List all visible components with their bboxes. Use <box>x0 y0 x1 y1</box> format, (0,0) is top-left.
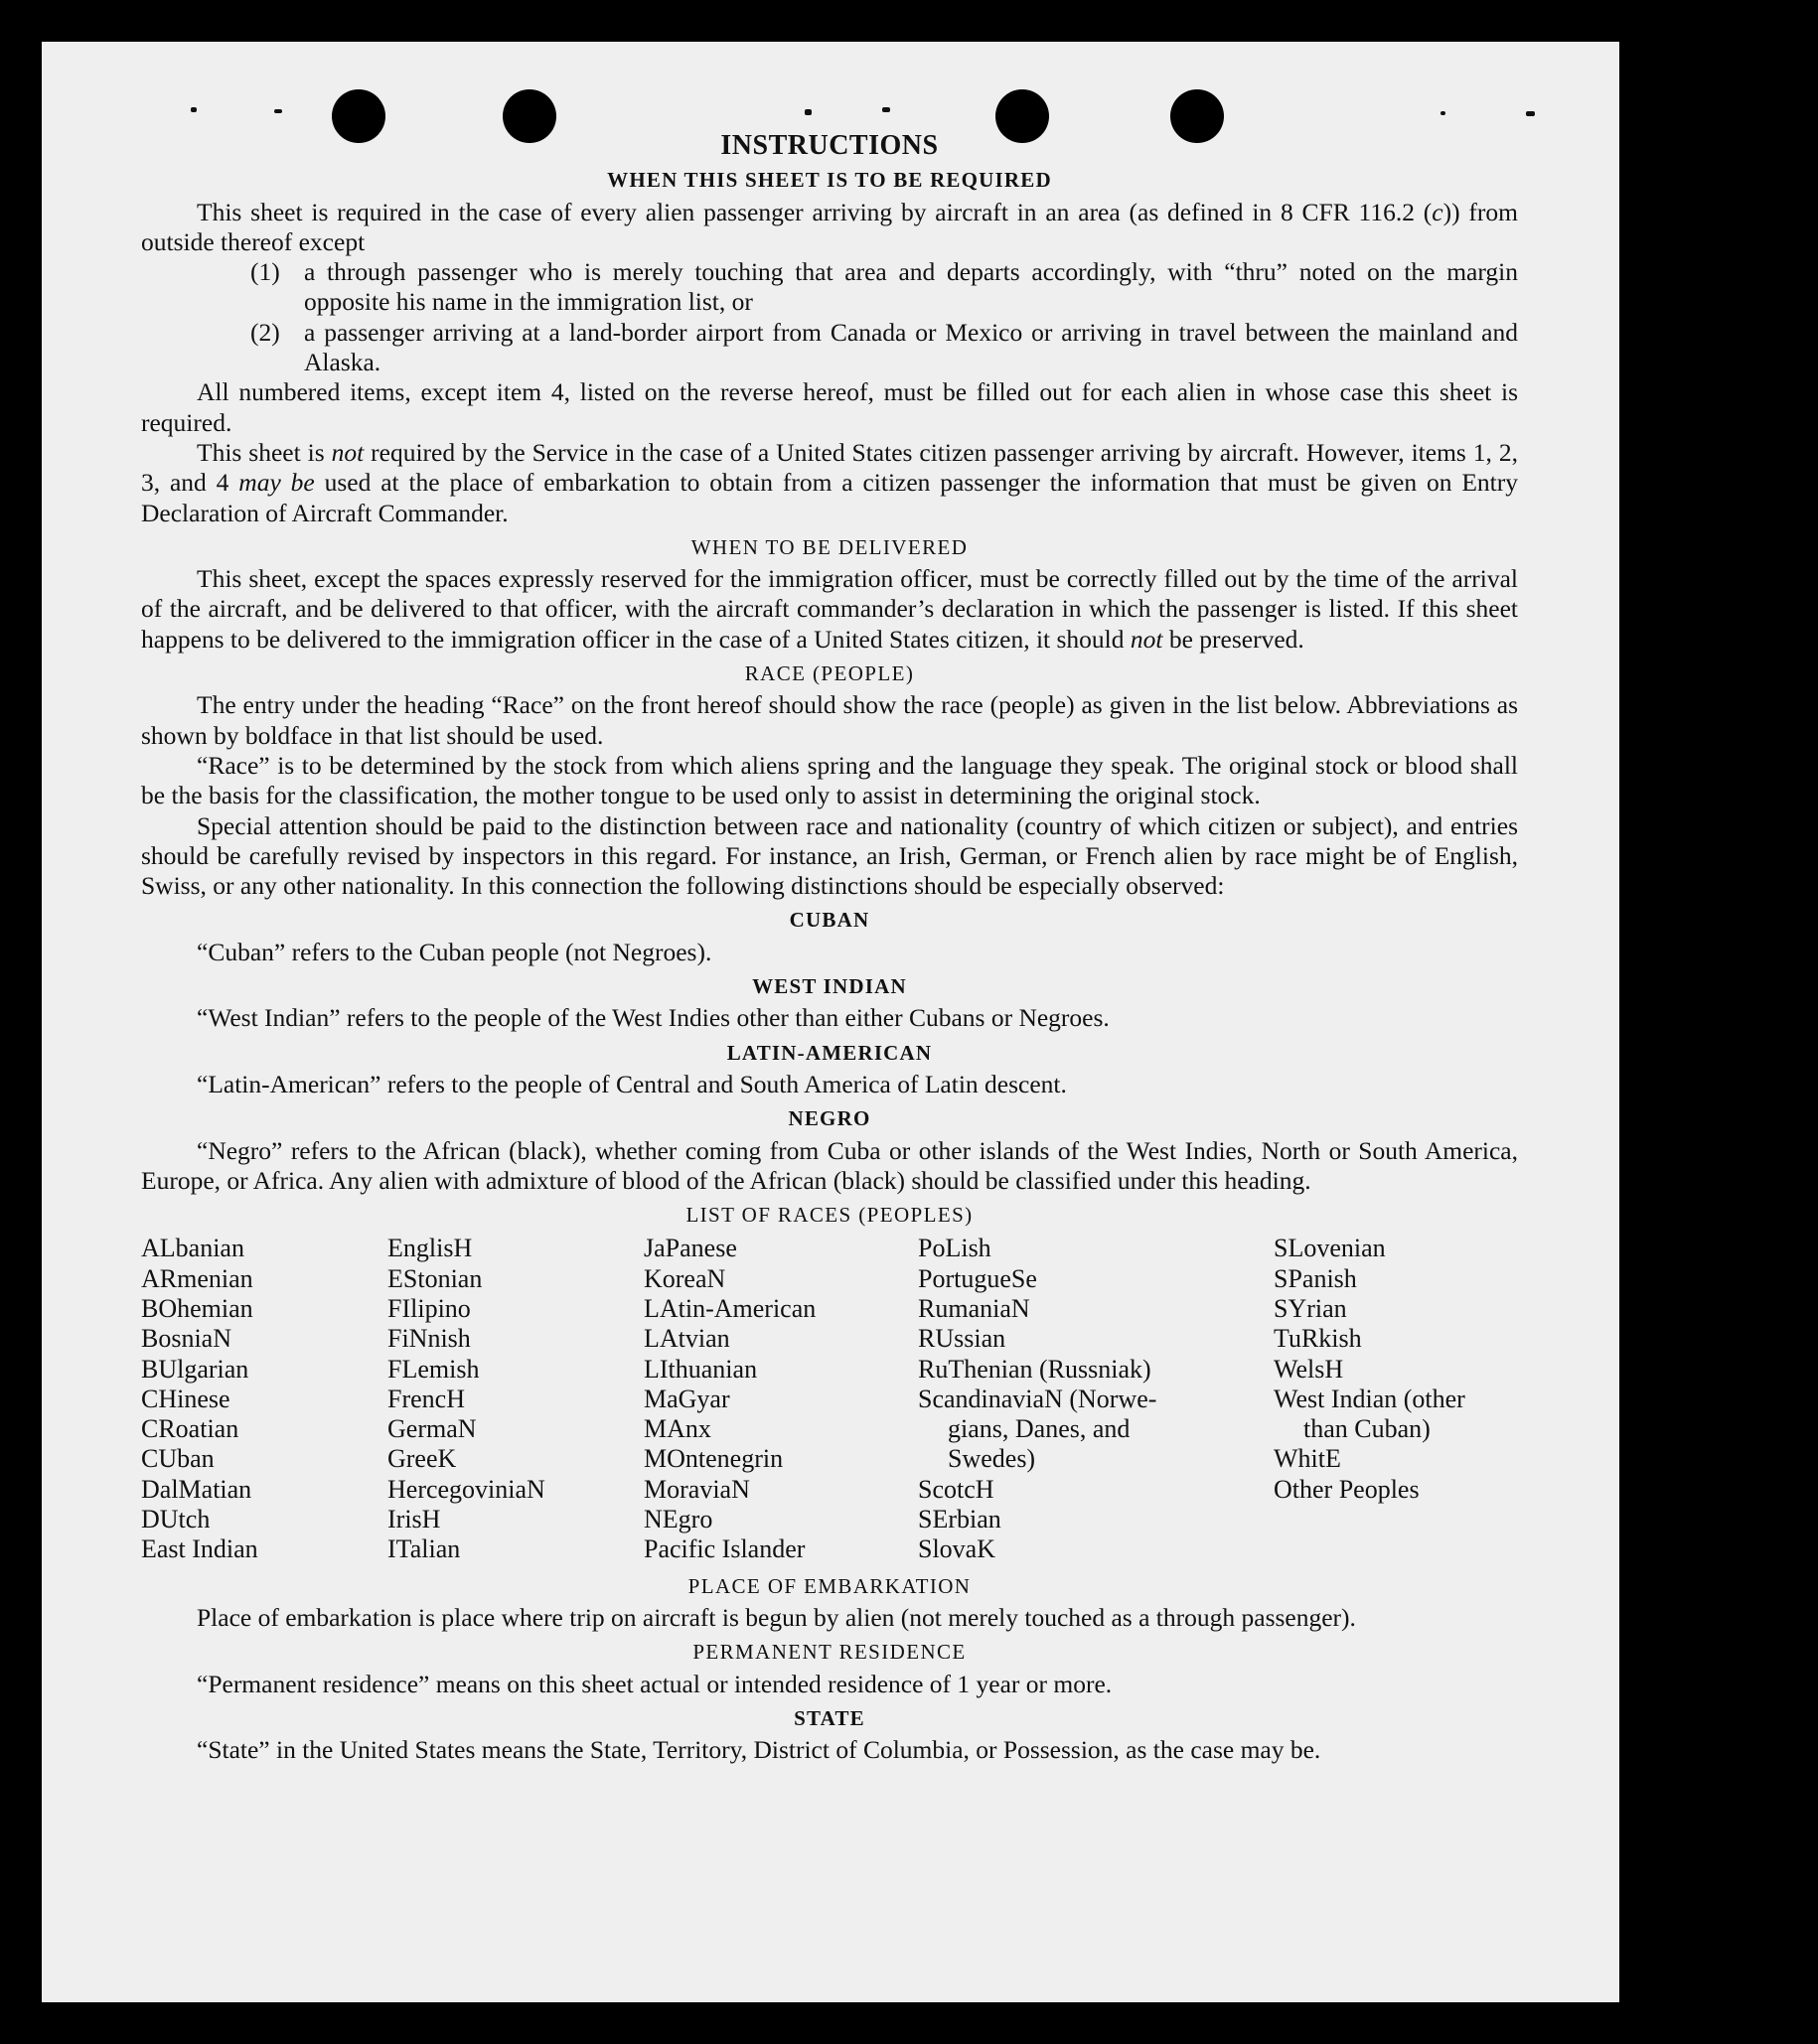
paragraph: “West Indian” refers to the people of the West Indies other than either Cubans or Negroes. <box>197 1003 1110 1033</box>
race-entry: GreeK <box>387 1444 457 1474</box>
race-entry: JaPanese <box>644 1234 737 1263</box>
section-heading: LIST OF RACES (PEOPLES) <box>685 1203 974 1228</box>
list-item <box>141 318 1518 378</box>
race-entry: DUtch <box>141 1505 211 1534</box>
race-entry: LAtvian <box>644 1324 730 1354</box>
italic-text: not <box>331 437 365 467</box>
race-entry: LAtin-American <box>644 1293 817 1323</box>
scan-speck <box>1440 111 1445 115</box>
paragraph: “Latin-American” refers to the people of Central and South America of Latin descent. <box>197 1069 1067 1098</box>
race-entry: ScotcH <box>918 1474 994 1504</box>
race-entry: East Indian <box>141 1534 258 1564</box>
race-entry: CRoatian <box>141 1414 239 1444</box>
item-number: (1) <box>250 257 280 287</box>
race-entry: EStonian <box>387 1263 483 1293</box>
races-column <box>918 1234 1274 1564</box>
race-entry: SErbian <box>918 1505 1001 1534</box>
section-heading: STATE <box>794 1705 865 1730</box>
text-run: This sheet, except the spaces expressly reserved for the immigration officer, must be correctly filled out by the time of the arrival of the aircraft, and be delivered to that officer, with the aircraft commander’s declaration in which the passenger is listed. If this sheet happens to be delivered to the immigration officer in the case of a United States citizen, it should <box>141 564 1518 654</box>
race-entry-continued: Swedes) <box>948 1444 1036 1474</box>
scan-speck <box>1526 111 1535 116</box>
races-column <box>1274 1234 1518 1564</box>
section-heading: PERMANENT RESIDENCE <box>692 1640 967 1665</box>
race-entry: Pacific Islander <box>644 1534 806 1564</box>
race-entry: BosniaN <box>141 1324 231 1354</box>
italic-text: not <box>1130 624 1163 654</box>
race-entry: TuRkish <box>1274 1324 1362 1354</box>
race-entry: FIlipino <box>387 1293 471 1323</box>
race-entry: Other Peoples <box>1274 1474 1420 1504</box>
section-heading: WHEN THIS SHEET IS TO BE REQUIRED <box>607 168 1052 193</box>
item-text: a passenger arriving at a land-border airport from Canada or Mexico or arriving in travel between the mainland and Alaska. <box>304 317 1518 377</box>
race-entry: SLovenian <box>1274 1234 1386 1263</box>
document-sheet <box>42 42 1619 2002</box>
race-entry: HercegoviniaN <box>387 1474 545 1504</box>
paragraph: “Permanent residence” means on this sheet actual or intended residence of 1 year or more. <box>197 1669 1113 1698</box>
scan-speck <box>805 109 812 115</box>
text-run: )) from outside thereof except <box>141 197 1518 256</box>
race-entry: SYrian <box>1274 1293 1347 1323</box>
section-heading: LATIN-AMERICAN <box>726 1040 933 1065</box>
race-entry: WelsH <box>1274 1354 1344 1384</box>
section-heading: WHEN TO BE DELIVERED <box>690 534 969 559</box>
page-title: INSTRUCTIONS <box>720 130 939 161</box>
paragraph: Special attention should be paid to the distinction between race and nationality (country of which citizen or subject), and entries should be carefully revised by inspectors in this regard. For instance, an Irish, German, or French alien by race might be of English, Swiss, or any other nationality. In this connection the following distinctions should be especially observed: <box>141 810 1518 901</box>
paragraph: “Race” is to be determined by the stock from which aliens spring and the language they speak. The original stock or blood shall be the basis for the classification, the mother tongue to be used only to assist in determining the original stock. <box>141 750 1518 810</box>
race-entry: SPanish <box>1274 1263 1357 1293</box>
race-entry: MoraviaN <box>644 1474 750 1504</box>
race-entry: BOhemian <box>141 1293 253 1323</box>
scan-speck <box>191 107 197 112</box>
paragraph <box>141 198 1518 258</box>
race-entry: FrencH <box>387 1384 465 1413</box>
paragraph <box>141 564 1518 655</box>
race-entry: BUlgarian <box>141 1354 249 1384</box>
race-entry: RUssian <box>918 1324 1006 1354</box>
italic-text: may be <box>238 468 315 498</box>
instructions-content <box>141 131 1518 1765</box>
race-entry: RuThenian (Russniak) <box>918 1354 1151 1384</box>
race-entry: SlovaK <box>918 1534 995 1564</box>
race-entry: ScandinaviaN (Norwe- <box>918 1384 1157 1413</box>
italic-text: c <box>1432 197 1443 226</box>
race-entry: West Indian (other <box>1274 1384 1465 1413</box>
race-entry: CHinese <box>141 1384 230 1413</box>
item-text: a through passenger who is merely touching that area and departs accordingly, with “thru” noted on the margin opposite his name in the immigration list, or <box>304 257 1518 317</box>
item-number: (2) <box>250 317 280 347</box>
race-entry: ALbanian <box>141 1234 244 1263</box>
section-heading: PLACE OF EMBARKATION <box>687 1573 972 1598</box>
text-run: This sheet is <box>197 437 332 467</box>
race-entry: IrisH <box>387 1505 441 1534</box>
list-item <box>141 257 1518 318</box>
paragraph: “Negro” refers to the African (black), whether coming from Cuba or other islands of the West Indies, North or South America, Europe, or Africa. Any alien with admixture of blood of the African (black) should be classified under this heading. <box>141 1135 1518 1195</box>
races-column <box>644 1234 918 1564</box>
paragraph: “State” in the United States means the State, Territory, District of Columbia, or Possession, as the case may be. <box>197 1735 1321 1765</box>
race-entry: LIthuanian <box>644 1354 758 1384</box>
race-entry: MOntenegrin <box>644 1444 784 1474</box>
race-entry: KoreaN <box>644 1263 726 1293</box>
race-entry: FiNnish <box>387 1324 471 1354</box>
race-entry: MAnx <box>644 1414 711 1444</box>
race-entry: DalMatian <box>141 1474 252 1504</box>
text-run: required by the Service in the case of a United States citizen passenger arriving by aircraft. However, items 1, 2, 3, and 4 <box>141 437 1518 498</box>
scan-speck <box>882 107 890 112</box>
scan-speck <box>274 109 282 113</box>
races-list <box>141 1234 1518 1564</box>
race-entry: RumaniaN <box>918 1293 1030 1323</box>
race-entry: ARmenian <box>141 1263 253 1293</box>
race-entry: CUban <box>141 1444 215 1474</box>
race-entry: EnglisH <box>387 1234 473 1263</box>
paragraph: The entry under the heading “Race” on the front hereof should show the race (people) as given in the list below. Abbreviations as shown by boldface in that list should be used. <box>141 690 1518 750</box>
races-column <box>141 1234 387 1564</box>
race-entry: FLemish <box>387 1354 480 1384</box>
race-entry: PortugueSe <box>918 1263 1037 1293</box>
section-heading: NEGRO <box>788 1106 871 1131</box>
race-entry: PoLish <box>918 1234 991 1263</box>
text-run: used at the place of embarkation to obtain from a citizen passenger the information that must be given on Entry Declaration of Aircraft Commander. <box>141 468 1518 527</box>
race-entry-continued: than Cuban) <box>1303 1414 1431 1444</box>
section-heading: WEST INDIAN <box>752 974 907 999</box>
section-heading: CUBAN <box>789 908 870 933</box>
paragraph: All numbered items, except item 4, listed on the reverse hereof, must be filled out for each alien in whose case this sheet is required. <box>141 377 1518 437</box>
paragraph: “Cuban” refers to the Cuban people (not Negroes). <box>197 937 712 966</box>
section-heading: RACE (PEOPLE) <box>744 661 915 686</box>
text-run: be preserved. <box>1162 624 1304 654</box>
paragraph <box>141 438 1518 528</box>
races-column <box>387 1234 644 1564</box>
race-entry: ITalian <box>387 1534 461 1564</box>
race-entry: MaGyar <box>644 1384 730 1413</box>
race-entry: WhitE <box>1274 1444 1341 1474</box>
race-entry: NEgro <box>644 1505 713 1534</box>
race-entry: GermaN <box>387 1414 477 1444</box>
paragraph: Place of embarkation is place where trip on aircraft is begun by alien (not merely touched as a through passenger). <box>197 1602 1356 1632</box>
text-run: This sheet is required in the case of every alien passenger arriving by aircraft in an area (as defined in 8 CFR 116.2 ( <box>197 197 1433 226</box>
race-entry-continued: gians, Danes, and <box>948 1414 1131 1444</box>
